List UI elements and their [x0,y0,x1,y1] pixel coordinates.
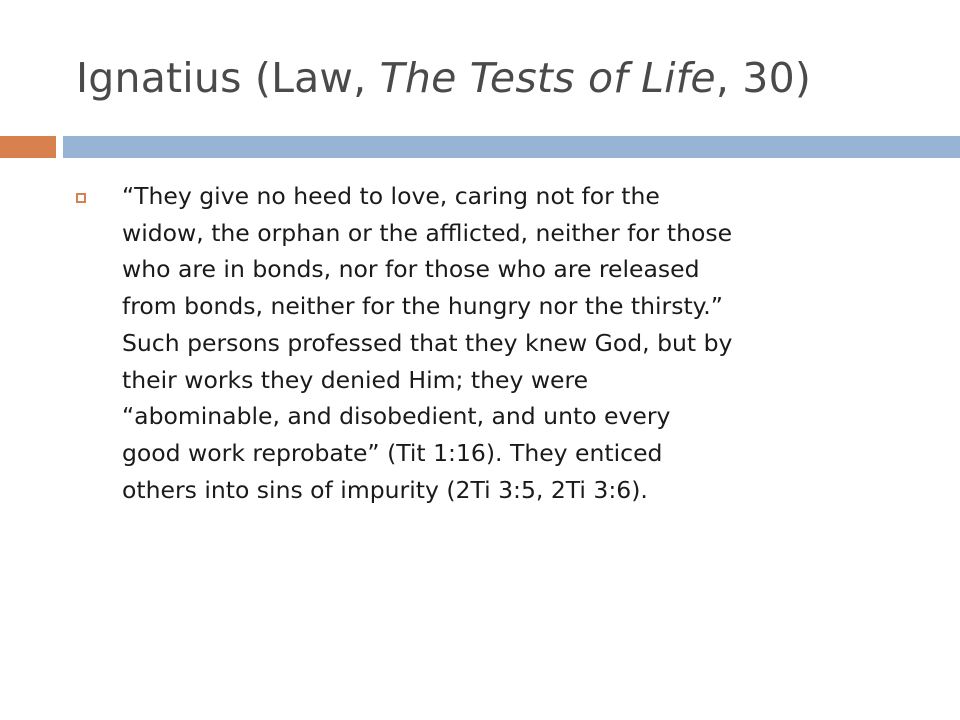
bullet-line: good work reprobate” (Tit 1:16). They enticed [122,438,663,467]
bullet-text [122,178,936,508]
bullet-item [76,178,936,508]
title-book-name: The Tests of Life [379,54,716,102]
title-prefix: Ignatius (Law, [76,54,380,102]
title-suffix: , 30) [715,54,812,102]
bullet-line: their works they denied Him; they were [122,365,589,394]
bullet-line: “abominable, and disobedient, and unto every [122,402,671,431]
bullet-line: “They give no heed to love, caring not for the [122,182,660,210]
accent-bar-blue [63,136,960,158]
bullet-line: Such persons professed that they knew God, but by [122,328,733,357]
bullet-line: widow, the orphan or the afflicted, neither for those [122,218,733,247]
hollow-square-bullet-icon [76,193,86,203]
bullet-line: others into sins of impurity (2Ti 3:5, 2Ti 3:6). [122,475,648,504]
slide-body [76,178,936,508]
bullet-line: from bonds, neither for the hungry nor the thirsty.” [122,292,723,321]
slide-title [76,50,936,106]
accent-bar-orange [0,136,56,158]
bullet-line: who are in bonds, nor for those who are released [122,255,700,284]
